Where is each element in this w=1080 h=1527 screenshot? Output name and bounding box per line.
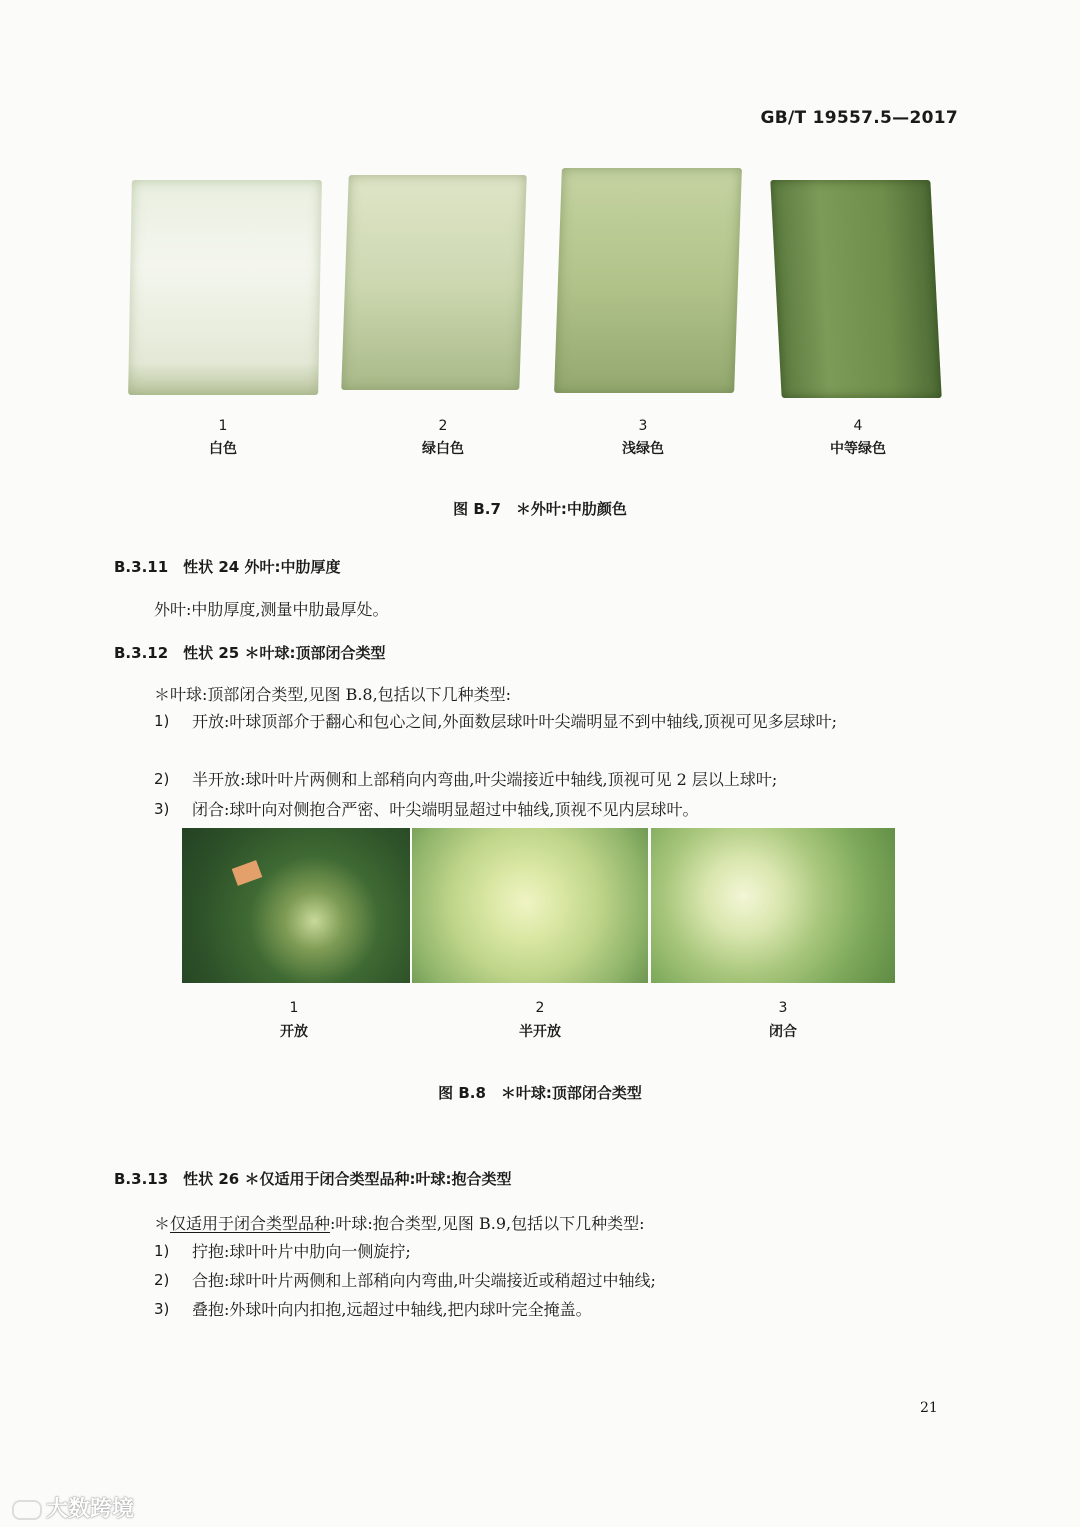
rib-sample-white — [128, 180, 322, 395]
watermark-logo-icon — [12, 1500, 42, 1520]
list-item-number: 1) — [154, 1242, 170, 1260]
list-item-number: 3) — [154, 1300, 170, 1318]
list-item-number: 1) — [154, 712, 170, 730]
page-number: 21 — [920, 1400, 938, 1416]
standard-code: GB/T 19557.5—2017 — [760, 108, 958, 128]
figure-b7-item-number: 4 — [853, 418, 863, 434]
list-item-text: 半开放:球叶叶片两侧和上部稍向内弯曲,叶尖端接近中轴线,顶视可见 2 层以上球叶; — [192, 770, 778, 789]
figure-b7-item-number: 3 — [638, 418, 648, 434]
section-heading-b313: B.3.13 性状 26 ＊仅适用于闭合类型品种:叶球:抱合类型 — [114, 1170, 512, 1188]
intro-underlined-term: 仅适用于闭合类型品种 — [170, 1214, 331, 1233]
figure-b8-item-name: 闭合 — [769, 1024, 797, 1040]
section-b312-intro: ＊叶球:顶部闭合类型,见图 B.8,包括以下几种类型: — [154, 685, 512, 704]
intro-star: ＊ — [154, 1214, 171, 1233]
rib-sample-light-green — [554, 168, 742, 393]
section-b313-intro — [154, 1211, 645, 1234]
figure-b7-item-number: 1 — [218, 418, 228, 434]
figure-b8-item-number: 1 — [289, 1000, 299, 1016]
figure-b7-title: 图 B.7 ＊外叶:中肋颜色 — [453, 500, 627, 518]
list-item-number: 2) — [154, 770, 170, 788]
list-item-number: 3) — [154, 800, 170, 818]
figure-b7-item-name: 中等绿色 — [830, 441, 886, 457]
rib-sample-greenish-white — [341, 175, 527, 390]
figure-b8-item-number: 3 — [778, 1000, 788, 1016]
figure-b7-item-name: 白色 — [209, 441, 237, 457]
section-heading-b311: B.3.11 性状 24 外叶:中肋厚度 — [114, 558, 341, 576]
watermark-text: 大数跨境 — [46, 1497, 135, 1522]
list-item-text: 开放:叶球顶部介于翻心和包心之间,外面数层球叶叶尖端明显不到中轴线,顶视可见多层球叶; — [192, 712, 837, 731]
figure-b8-item-number: 2 — [535, 1000, 545, 1016]
list-item-text: 闭合:球叶向对侧抱合严密、叶尖端明显超过中轴线,顶视不见内层球叶。 — [192, 800, 699, 819]
list-item-text: 拧抱:球叶叶片中肋向一侧旋拧; — [192, 1242, 411, 1261]
list-item-text: 叠抱:外球叶向内扣抱,远超过中轴线,把内球叶完全掩盖。 — [192, 1300, 592, 1319]
cabbage-photo-half-open — [412, 828, 648, 983]
list-item-number: 2) — [154, 1271, 170, 1289]
figure-b8-title: 图 B.8 ＊叶球:顶部闭合类型 — [438, 1084, 642, 1102]
figure-b8-item-name: 开放 — [280, 1024, 308, 1040]
section-b311-text: 外叶:中肋厚度,测量中肋最厚处。 — [154, 600, 389, 619]
figure-b7-item-name: 浅绿色 — [622, 441, 664, 457]
watermark — [12, 1492, 134, 1523]
figure-b7-item-name: 绿白色 — [422, 441, 464, 457]
cabbage-photo-closed — [651, 828, 895, 983]
intro-rest: :叶球:抱合类型,见图 B.9,包括以下几种类型: — [330, 1214, 645, 1233]
rib-sample-medium-green — [770, 180, 941, 398]
cabbage-photo-open — [182, 828, 410, 983]
figure-b7-item-number: 2 — [438, 418, 448, 434]
list-item-text: 合抱:球叶叶片两侧和上部稍向内弯曲,叶尖端接近或稍超过中轴线; — [192, 1271, 656, 1290]
section-heading-b312: B.3.12 性状 25 ＊叶球:顶部闭合类型 — [114, 644, 386, 662]
figure-b8-item-name: 半开放 — [519, 1024, 561, 1040]
